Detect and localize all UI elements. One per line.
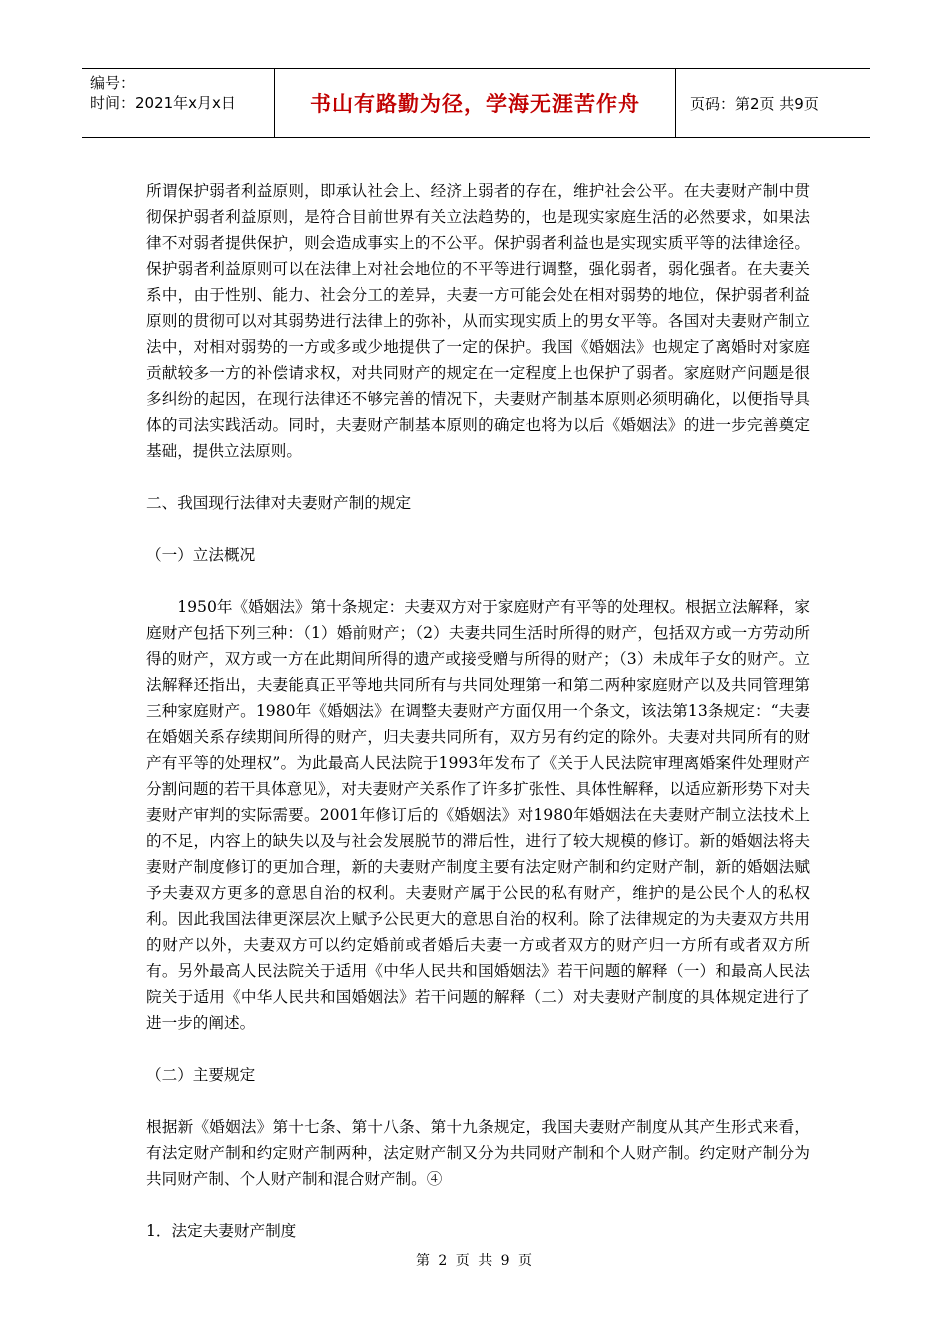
paragraph-weak-protection: 所谓保护弱者利益原则，即承认社会上、经济上弱者的存在，维护社会公平。在夫妻财产制中贯彻保护弱者利益原则，是符合目前世界有关立法趋势的，也是现实家庭生活的必然要求，如果法律不对弱者提供保护，则会造成事实上的不公平。保护弱者利益也是实现实质平等的法律途径。保护弱者利益原则可以在法律上对社会地位的不平等进行调整，强化弱者，弱化强者。在夫妻关系中，由于性别、能力、社会分工的差异，夫妻一方可能会处在相对弱势的地位，保护弱者利益原则的贯彻可以对其弱势进行法律上的弥补，从而实现实质上的男女平等。各国对夫妻财产制立法中，对相对弱势的一方或多或少地提供了一定的保护。我国《婚姻法》也规定了离婚时对家庭贡献较多一方的补偿请求权，对共同财产的规定在一定程度上也保护了弱者。家庭财产问题是很多纠纷的起因，在现行法律还不够完善的情况下，夫妻财产制基本原则必须明确化，以便指导具体的司法实践活动。同时，夫妻财产制基本原则的确定也将为以后《婚姻法》的进一步完善奠定基础，提供立法原则。 bbox=[146, 182, 810, 460]
section-heading-2: 二、我国现行法律对夫妻财产制的规定 bbox=[146, 494, 412, 512]
document-number-label: 编号： bbox=[90, 74, 136, 92]
subsection-heading-main-rules: （二）主要规定 bbox=[146, 1066, 256, 1084]
page-footer: 第 2 页 共 9 页 bbox=[415, 1253, 535, 1269]
header-motto-cell bbox=[275, 69, 676, 137]
item-heading-statutory-system: 1．法定夫妻财产制度 bbox=[146, 1222, 297, 1240]
page-header bbox=[82, 68, 870, 138]
header-meta bbox=[82, 69, 275, 137]
document-date-label: 时间：2021年x月x日 bbox=[90, 94, 236, 112]
paragraph-main-rules: 根据新《婚姻法》第十七条、第十八条、第十九条规定，我国夫妻财产制度从其产生形式来看，有法定财产制和约定财产制两种，法定财产制又分为共同财产制和个人财产制。约定财产制分为共同财产制、个人财产制和混合财产制。④ bbox=[146, 1118, 810, 1188]
paragraph-legislation-overview: 1950年《婚姻法》第十条规定：夫妻双方对于家庭财产有平等的处理权。根据立法解释，家庭财产包括下列三种：（1）婚前财产；（2）夫妻共同生活时所得的财产，包括双方或一方劳动所得的财产，双方或一方在此期间所得的遗产或接受赠与所得的财产；（3）未成年子女的财产。立法解释还指出，夫妻能真正平等地共同所有与共同处理第一和第二两种家庭财产以及共同管理第三种家庭财产。1980年《婚姻法》在调整夫妻财产方面仅用一个条文，该法第13条规定：“夫妻在婚姻关系存续期间所得的财产，归夫妻共同所有，双方另有约定的除外。夫妻对共同所有的财产有平等的处理权”。为此最高人民法院于1993年发布了《关于人民法院审理离婚案件处理财产分割问题的若干具体意见》，对夫妻财产关系作了许多扩张性、具体性解释，以适应新形势下对夫妻财产审判的实际需要。2001年修订后的《婚姻法》对1980年婚姻法在夫妻财产制立法技术上的不足，内容上的缺失以及与社会发展脱节的滞后性，进行了较大规模的修订。新的婚姻法将夫妻财产制度修订的更加合理，新的夫妻财产制度主要有法定财产制和约定财产制，新的婚姻法赋予夫妻双方更多的意思自治的权利。夫妻财产属于公民的私有财产，维护的是公民个人的私权利。因此我国法律更深层次上赋予公民更大的意思自治的权利。除了法律规定的为夫妻双方共用的财产以外，夫妻双方可以约定婚前或者婚后夫妻一方或者双方的财产归一方所有或者双方所有。另外最高人民法院关于适用《中华人民共和国婚姻法》若干问题的解释（一）和最高人民法院关于适用《中华人民共和国婚姻法》若干问题的解释（二）对夫妻财产制度的具体规定进行了进一步的阐述。 bbox=[146, 598, 810, 1032]
header-motto: 书山有路勤为径，学海无涯苦作舟 bbox=[310, 92, 640, 116]
document-body bbox=[146, 178, 810, 1244]
subsection-heading-legislation: （一）立法概况 bbox=[146, 546, 256, 564]
header-page-info: 页码：第2页 共9页 bbox=[690, 94, 819, 113]
